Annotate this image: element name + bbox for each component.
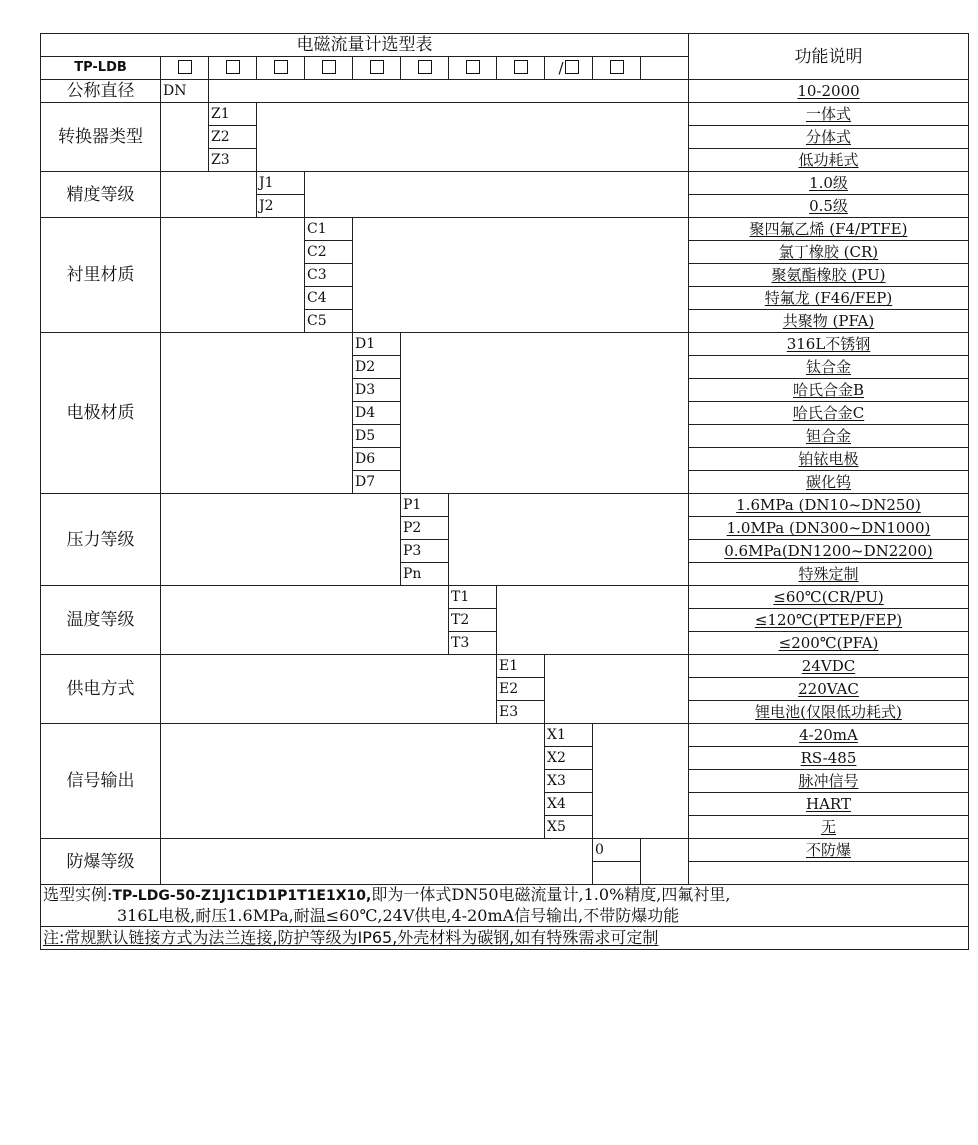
model-code: TP-LDB [41,57,161,80]
code-box [593,57,641,80]
pressure-label: 压力等级 [41,494,161,586]
converter-desc: 一体式 [689,103,969,126]
signal-code: X1 [545,724,593,747]
power-desc: 24VDC [689,655,969,678]
selection-table [40,33,969,950]
code-box [209,57,257,80]
temperature-desc: ≤200℃(PFA) [689,632,969,655]
lining-code: C3 [305,264,353,287]
pressure-desc: 1.6MPa (DN10~DN250) [689,494,969,517]
example-code: TP-LDG-50-Z1J1C1D1P1T1E1X10, [112,888,372,904]
pressure-code: Pn [401,563,449,586]
lining-desc: 聚四氟乙烯 (F4/PTFE) [689,218,969,241]
power-code: E3 [497,701,545,724]
converter-code: Z3 [209,149,257,172]
note-text: 注:常规默认链接方式为法兰连接,防护等级为IP65,外壳材料为碳钢,如有特殊需求可定制 [43,928,659,947]
lining-desc: 聚氨酯橡胶 (PU) [689,264,969,287]
explosion-code: 0 [593,839,641,862]
lining-desc: 氯丁橡胶 (CR) [689,241,969,264]
converter-code: Z2 [209,126,257,149]
signal-code: X2 [545,747,593,770]
signal-desc: 无 [689,816,969,839]
code-box [257,57,305,80]
lining-desc: 特氟龙 (F46/FEP) [689,287,969,310]
accuracy-desc: 1.0级 [689,172,969,195]
code-box [161,57,209,80]
function-header: 功能说明 [689,34,969,80]
electrode-desc: 铂铱电极 [689,448,969,471]
accuracy-code: J2 [257,195,305,218]
diameter-code: DN [161,80,209,103]
electrode-desc: 哈氏合金C [689,402,969,425]
signal-label: 信号输出 [41,724,161,839]
explosion-label: 防爆等级 [41,839,161,885]
electrode-code: D4 [353,402,401,425]
signal-desc: 脉冲信号 [689,770,969,793]
explosion-desc: 不防爆 [689,839,969,862]
pressure-code: P2 [401,517,449,540]
pressure-desc: 特殊定制 [689,563,969,586]
code-box: / [545,57,593,80]
lining-code: C4 [305,287,353,310]
temperature-label: 温度等级 [41,586,161,655]
pressure-code: P3 [401,540,449,563]
electrode-desc: 哈氏合金B [689,379,969,402]
empty-cell [641,57,689,80]
temperature-code: T2 [449,609,497,632]
converter-code: Z1 [209,103,257,126]
accuracy-desc: 0.5级 [689,195,969,218]
electrode-desc: 316L不锈钢 [689,333,969,356]
electrode-desc: 钛合金 [689,356,969,379]
selection-table-sheet [40,33,969,950]
accuracy-code: J1 [257,172,305,195]
example-prefix: 选型实例: [43,885,113,904]
electrode-code: D6 [353,448,401,471]
temperature-code: T1 [449,586,497,609]
lining-code: C5 [305,310,353,333]
lining-code: C2 [305,241,353,264]
electrode-code: D2 [353,356,401,379]
diameter-label: 公称直径 [41,80,161,103]
electrode-label: 电极材质 [41,333,161,494]
signal-desc: 4-20mA [689,724,969,747]
electrode-code: D7 [353,471,401,494]
converter-label: 转换器类型 [41,103,161,172]
temperature-desc: ≤60℃(CR/PU) [689,586,969,609]
power-code: E2 [497,678,545,701]
electrode-code: D1 [353,333,401,356]
code-box [353,57,401,80]
power-desc: 锂电池(仅限低功耗式) [689,701,969,724]
temperature-desc: ≤120℃(PTEP/FEP) [689,609,969,632]
power-code: E1 [497,655,545,678]
pressure-desc: 0.6MPa(DN1200~DN2200) [689,540,969,563]
signal-desc: HART [689,793,969,816]
power-desc: 220VAC [689,678,969,701]
table-title: 电磁流量计选型表 [41,34,689,57]
note [41,927,969,950]
accuracy-label: 精度等级 [41,172,161,218]
example-text-line2: 316L电极,耐压1.6MPa,耐温≤60℃,24V供电,4-20mA信号输出,不带防爆功能 [117,906,680,925]
signal-desc: RS-485 [689,747,969,770]
electrode-code: D3 [353,379,401,402]
code-box [401,57,449,80]
power-label: 供电方式 [41,655,161,724]
lining-desc: 共聚物 (PFA) [689,310,969,333]
code-box [449,57,497,80]
signal-code: X4 [545,793,593,816]
signal-code: X5 [545,816,593,839]
converter-desc: 分体式 [689,126,969,149]
lining-label: 衬里材质 [41,218,161,333]
pressure-code: P1 [401,494,449,517]
selection-example [41,885,969,927]
code-box [497,57,545,80]
example-text: 即为一体式DN50电磁流量计,1.0%精度,四氟衬里, [371,885,731,904]
electrode-desc: 钽合金 [689,425,969,448]
pressure-desc: 1.0MPa (DN300~DN1000) [689,517,969,540]
code-box [305,57,353,80]
electrode-desc: 碳化钨 [689,471,969,494]
converter-desc: 低功耗式 [689,149,969,172]
diameter-desc: 10-2000 [689,80,969,103]
lining-code: C1 [305,218,353,241]
temperature-code: T3 [449,632,497,655]
electrode-code: D5 [353,425,401,448]
signal-code: X3 [545,770,593,793]
